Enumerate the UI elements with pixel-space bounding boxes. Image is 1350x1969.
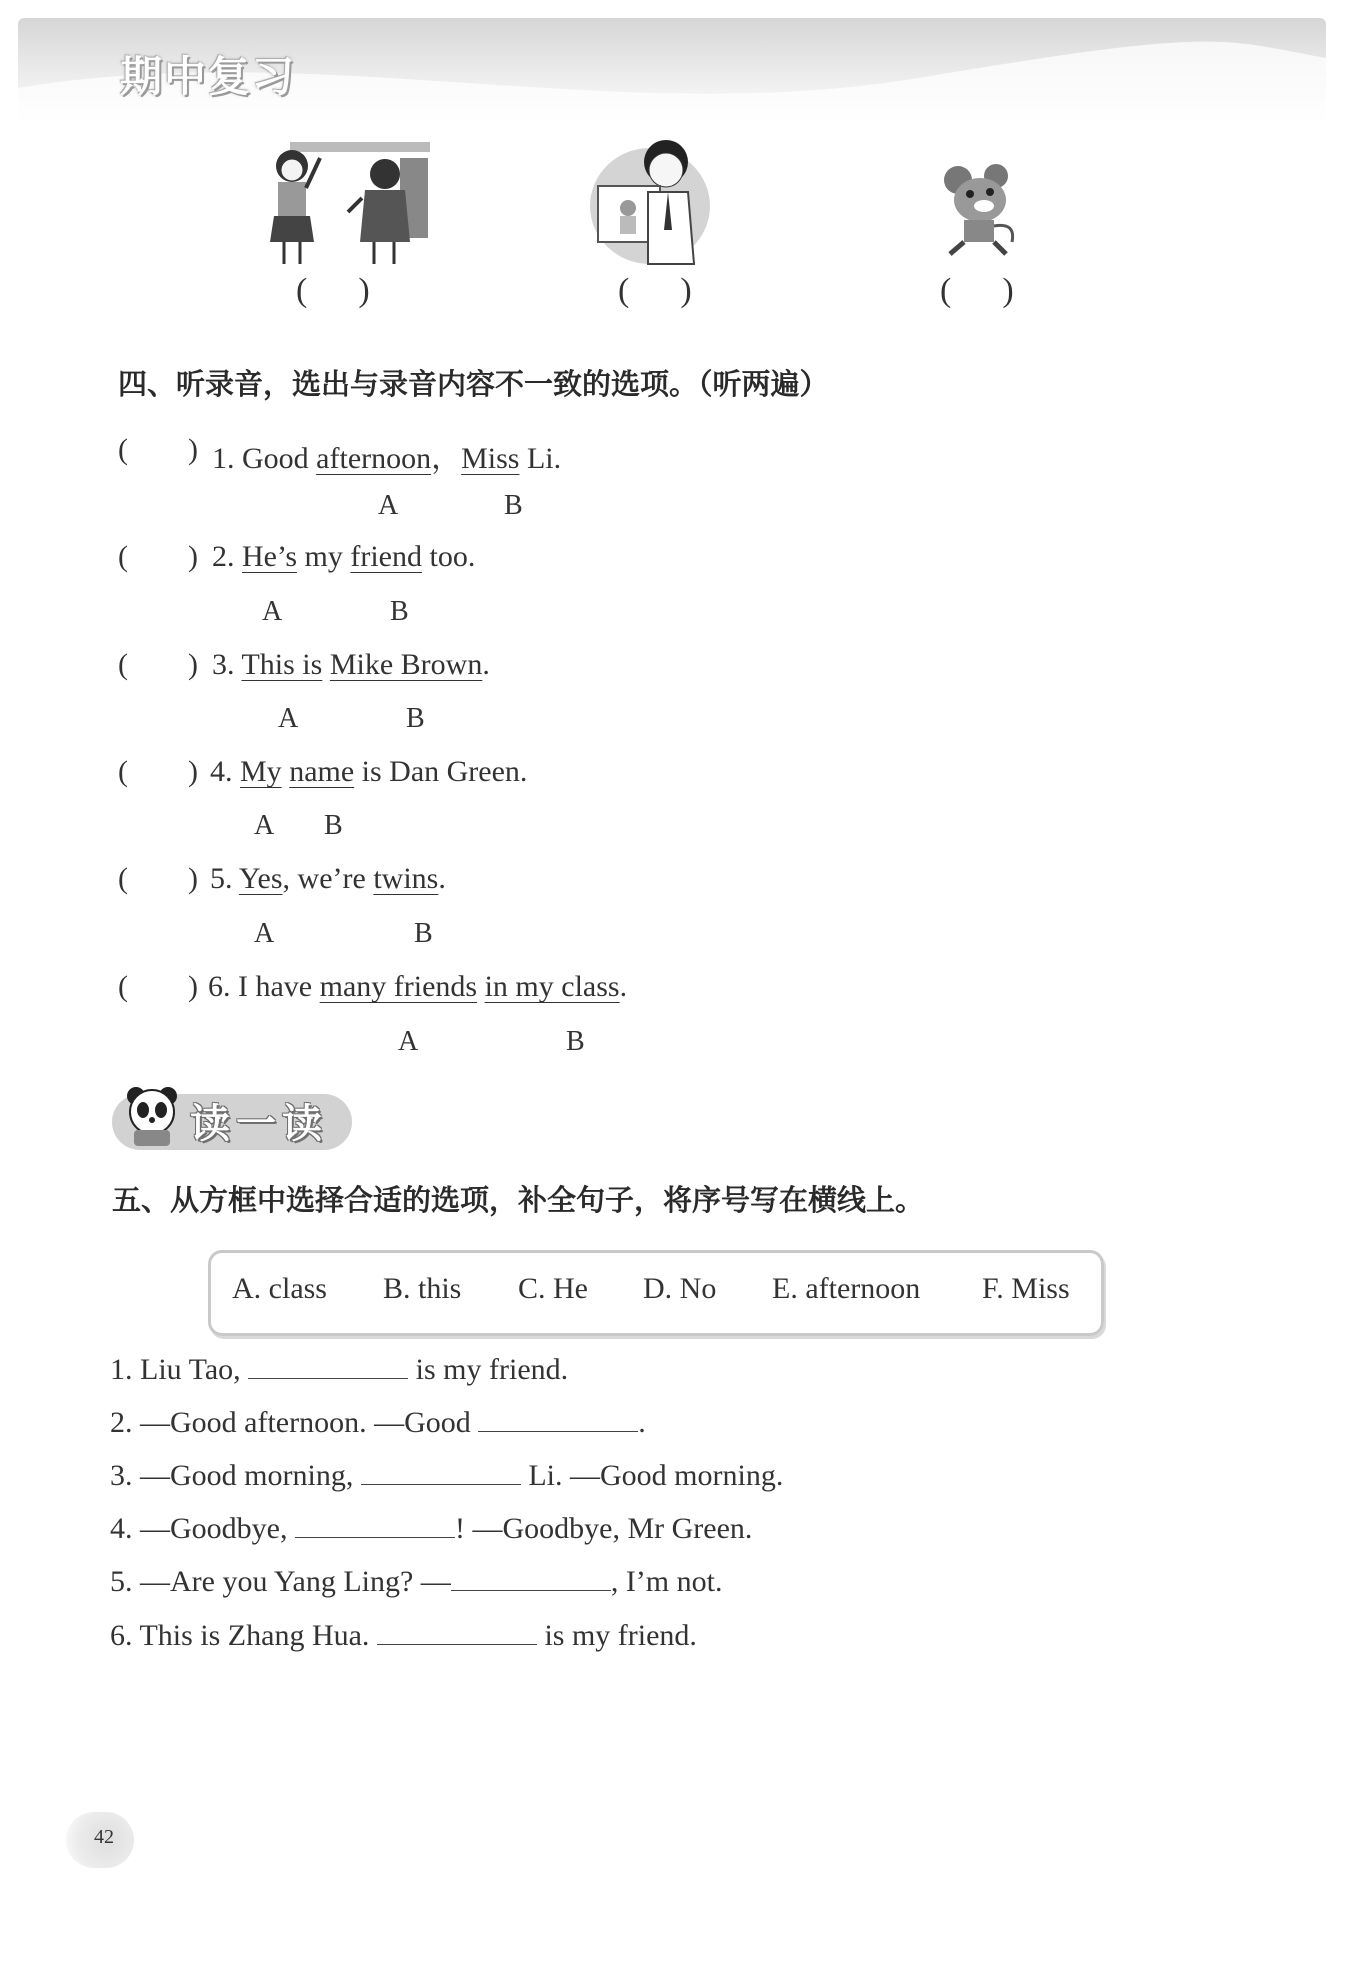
page-number: 42 bbox=[94, 1826, 114, 1848]
read-section-title: 读一读 bbox=[190, 1101, 328, 1147]
fill-sentence-4: 4. —Goodbye, ! —Goodbye, Mr Green. bbox=[110, 1512, 753, 1545]
page-number-badge bbox=[66, 1812, 134, 1868]
question-4: 4. My name is Dan Green. bbox=[210, 755, 528, 788]
question-2: 2. He’s my friend too. bbox=[212, 540, 476, 573]
page-title: 期中复习 bbox=[120, 52, 297, 101]
answer-blank-6[interactable] bbox=[377, 1618, 537, 1645]
answer-bracket-4[interactable]: ( ) bbox=[118, 755, 198, 788]
option-label-b: B bbox=[406, 703, 425, 734]
option-label-b: B bbox=[504, 490, 523, 521]
fill-sentence-5: 5. —Are you Yang Ling? — , I’m not. bbox=[110, 1565, 723, 1598]
fill-sentence-6: 6. This is Zhang Hua. is my friend. bbox=[110, 1619, 697, 1652]
option-label-a: A bbox=[254, 810, 275, 841]
section-5-heading: 五、从方框中选择合适的选项，补全句子，将序号写在横线上。 bbox=[112, 1183, 925, 1217]
fill-sentence-2: 2. —Good afternoon. —Good . bbox=[110, 1406, 646, 1439]
option-label-a: A bbox=[398, 1026, 419, 1057]
fill-sentence-1: 1. Liu Tao, is my friend. bbox=[110, 1353, 569, 1386]
option-label-b: B bbox=[390, 596, 409, 627]
word-option-a: A. class bbox=[232, 1272, 327, 1305]
option-label-a: A bbox=[262, 596, 283, 627]
question-5: 5. Yes, we’re twins. bbox=[210, 862, 446, 895]
answer-bracket-3[interactable]: ( ) bbox=[118, 648, 198, 681]
mouse-running-icon bbox=[940, 162, 1020, 262]
word-option-e: E. afternoon bbox=[772, 1272, 921, 1305]
answer-blank-4[interactable] bbox=[295, 1511, 455, 1538]
option-label-a: A bbox=[254, 918, 275, 949]
answer-blank-3[interactable] bbox=[361, 1458, 521, 1485]
question-1: 1. Good afternoon，Miss Li. bbox=[212, 442, 562, 475]
word-option-d: D. No bbox=[643, 1272, 717, 1305]
answer-blank-5[interactable] bbox=[451, 1564, 611, 1591]
answer-paren-2[interactable]: ( ) bbox=[618, 272, 692, 309]
section-4-heading: 四、听录音，选出与录音内容不一致的选项。（听两遍） bbox=[118, 367, 829, 401]
answer-bracket-1[interactable]: ( ) bbox=[118, 433, 198, 466]
word-option-c: C. He bbox=[518, 1272, 588, 1305]
option-label-b: B bbox=[414, 918, 433, 949]
word-option-b: B. this bbox=[383, 1272, 462, 1305]
answer-blank-1[interactable] bbox=[248, 1352, 408, 1379]
panda-icon bbox=[124, 1084, 180, 1148]
fill-sentence-3: 3. —Good morning, Li. —Good morning. bbox=[110, 1459, 784, 1492]
word-option-f: F. Miss bbox=[982, 1272, 1070, 1305]
option-label-a: A bbox=[278, 703, 299, 734]
question-3: 3. This is Mike Brown. bbox=[212, 648, 490, 681]
answer-bracket-6[interactable]: ( ) bbox=[118, 970, 198, 1003]
answer-paren-1[interactable]: ( ) bbox=[296, 272, 370, 309]
answer-paren-3[interactable]: ( ) bbox=[940, 272, 1014, 309]
question-6: 6. I have many friends in my class. bbox=[208, 970, 628, 1003]
boy-with-picture-icon bbox=[588, 134, 718, 270]
answer-blank-2[interactable] bbox=[478, 1405, 638, 1432]
option-label-b: B bbox=[566, 1026, 585, 1057]
girls-waving-icon bbox=[250, 138, 430, 268]
option-label-b: B bbox=[324, 810, 343, 841]
answer-bracket-2[interactable]: ( ) bbox=[118, 540, 198, 573]
answer-bracket-5[interactable]: ( ) bbox=[118, 862, 198, 895]
option-label-a: A bbox=[378, 490, 399, 521]
